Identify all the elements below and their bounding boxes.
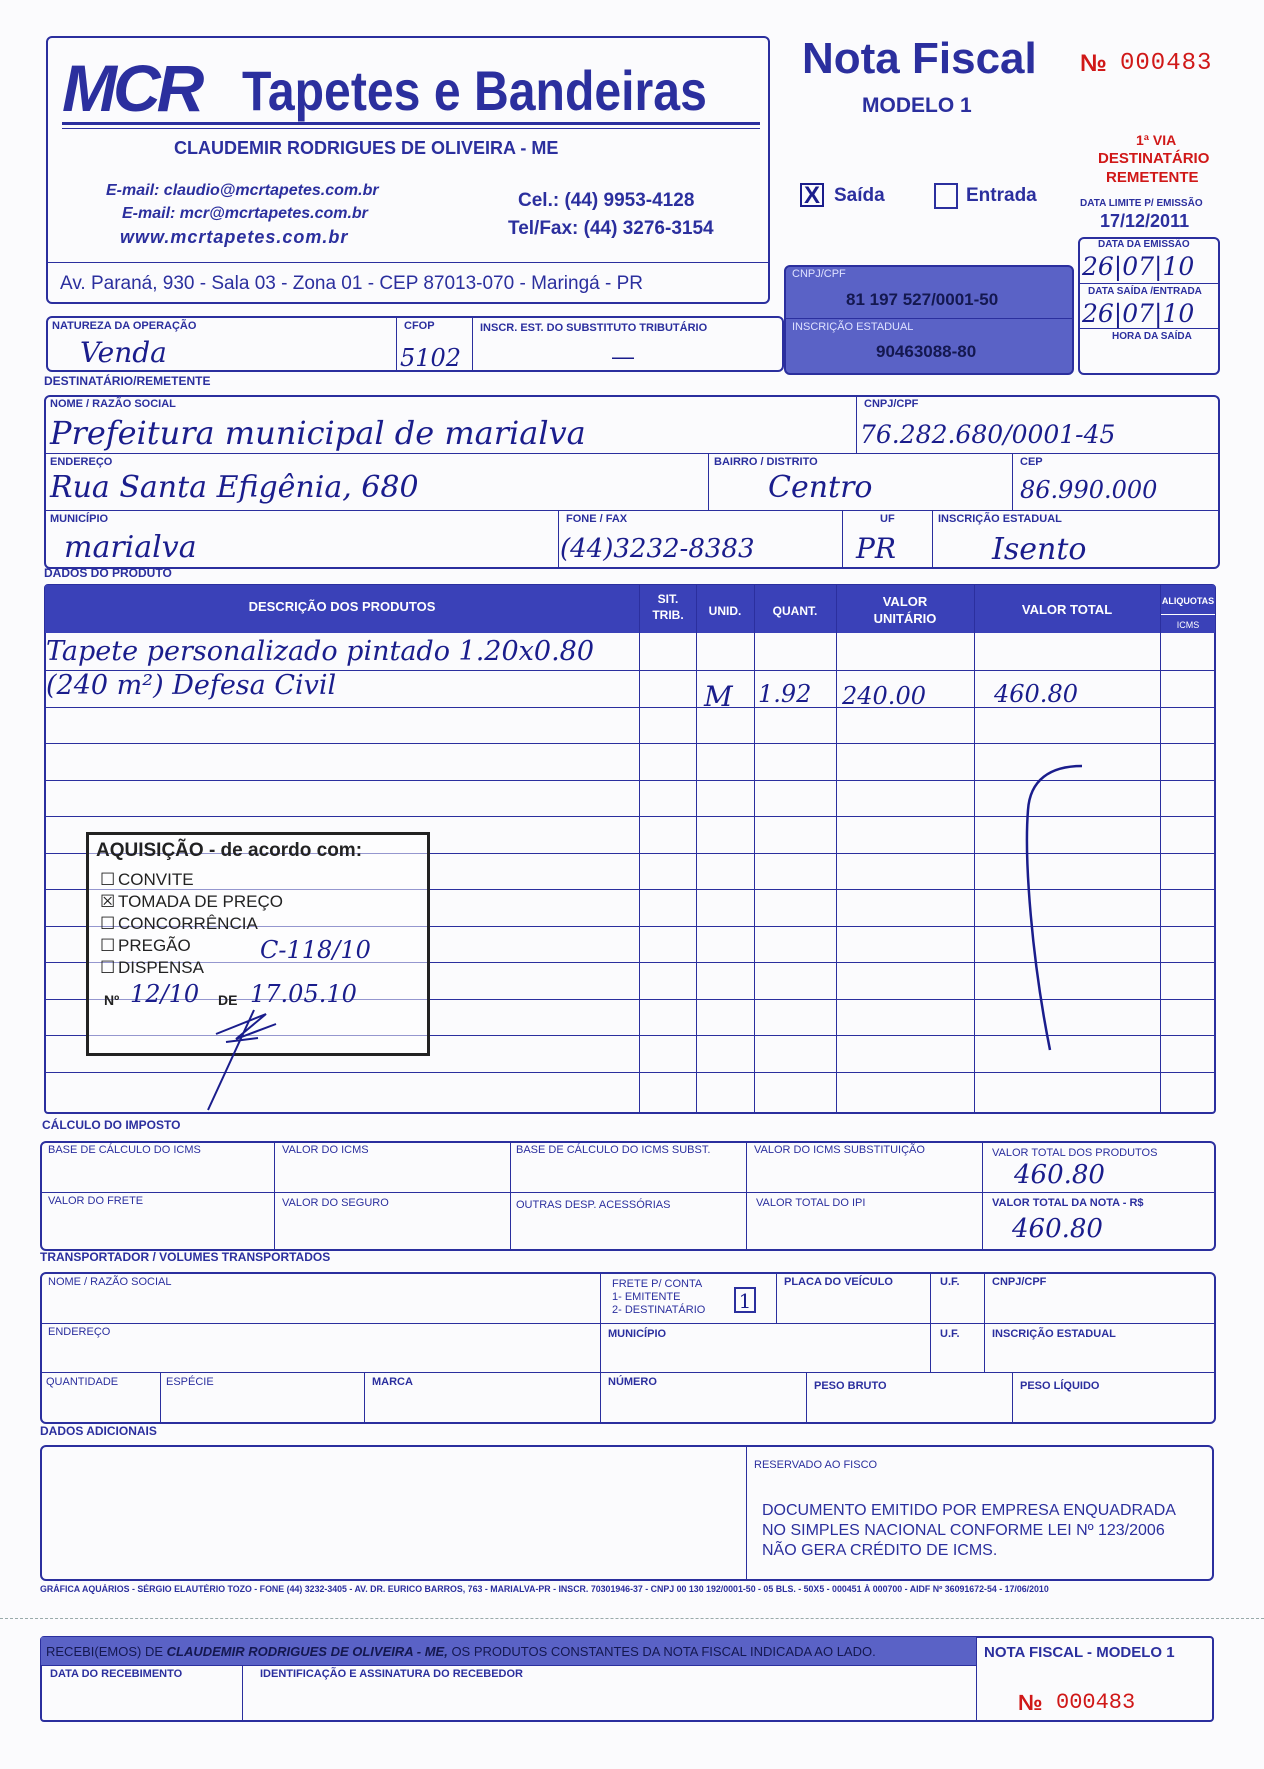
simples-notice-2: NO SIMPLES NACIONAL CONFORME LEI Nº 123/2006	[762, 1522, 1165, 1539]
data-saida-label: DATA SAÍDA /ENTRADA	[1088, 286, 1202, 297]
imposto-section-title: CÁLCULO DO IMPOSTO	[42, 1118, 181, 1132]
total-produtos-value: 460.80	[1014, 1160, 1105, 1190]
col-sit-header-2: TRIB.	[652, 608, 684, 622]
cnpj-label: CNPJ/CPF	[792, 268, 846, 280]
canhoto-text-c: OS PRODUTOS CONSTANTES DA NOTA FISCAL INDICADA AO LADO.	[447, 1644, 876, 1659]
produtos-section-title: DADOS DO PRODUTO	[44, 566, 172, 580]
dest-municipio-label: MUNICÍPIO	[50, 513, 109, 525]
dest-endereco-value: Rua Santa Efigênia, 680	[50, 470, 419, 505]
grafica-footer: GRÁFICA AQUÁRIOS - SÉRGIO ELAUTÉRIO TOZO - FONE (44) 3232-3405 - AV. DR. EURICO BARROS, 763 - MARIALVA-PR - INSCR. 70301946-37 - CNPJ 00 130 192/0001-50 - 05 BLS. - 50X5 - 000451 À 000700 - AIDF Nº 36091672-54 - 17/06/2010	[40, 1584, 1049, 1594]
col-quant-header: QUANT.	[772, 604, 818, 618]
transp-ie-label: INSCRIÇÃO ESTADUAL	[992, 1328, 1116, 1340]
simples-notice-1: DOCUMENTO EMITIDO POR EMPRESA ENQUADRADA	[762, 1502, 1176, 1519]
col-aliq-header-2: ICMS	[1176, 620, 1200, 630]
data-saida-value: 26|07|10	[1082, 299, 1195, 328]
col-line-sit	[639, 585, 640, 1113]
via-label: 1ª VIA	[1136, 132, 1177, 148]
transp-vline-d	[984, 1273, 985, 1372]
adicionais-section-title: DADOS ADICIONAIS	[40, 1424, 157, 1438]
frete-label: VALOR DO FRETE	[48, 1195, 144, 1207]
company-logo: MCR	[62, 51, 201, 125]
transporte-section-title: TRANSPORTADOR / VOLUMES TRANSPORTADOS	[40, 1250, 331, 1264]
dest-hline-1	[45, 453, 1219, 454]
adicionais-vline	[746, 1446, 747, 1580]
ie-label: INSCRIÇÃO ESTADUAL	[792, 321, 914, 333]
imposto-vline-4	[982, 1142, 983, 1250]
dest-cep-value: 86.990.000	[1020, 476, 1158, 504]
nf-model: MODELO 1	[862, 94, 972, 117]
total-nota-label: VALOR TOTAL DA NOTA - R$	[992, 1197, 1144, 1209]
dest-uf-value: PR	[856, 532, 896, 565]
placa-label: PLACA DO VEÍCULO	[784, 1276, 893, 1288]
natureza-label: NATUREZA DA OPERAÇÃO	[52, 320, 197, 332]
dest-endereco-label: ENDEREÇO	[50, 456, 113, 468]
canhoto-text-b: CLAUDEMIR RODRIGUES DE OLIVEIRA - ME,	[166, 1644, 448, 1659]
saida-checkbox[interactable]: X	[800, 183, 824, 207]
valor-icms-label: VALOR DO ICMS	[282, 1144, 369, 1156]
cfop-label: CFOP	[404, 320, 435, 332]
peso-liquido-label: PESO LÍQUIDO	[1020, 1380, 1100, 1392]
marca-label: MARCA	[372, 1376, 413, 1388]
dest-vline-ie	[932, 511, 933, 568]
stamp-opt2: TOMADA DE PREÇO	[118, 892, 283, 911]
product-line-1: Tapete personalizado pintado 1.20x0.80	[46, 636, 595, 667]
company-name: Tapetes e Bandeiras	[242, 59, 707, 122]
canhoto-hline	[41, 1665, 977, 1666]
cnpj-value: 81 197 527/0001-50	[846, 290, 999, 309]
logo-underline	[62, 122, 760, 125]
frete-conta-label-3: 2- DESTINATÁRIO	[612, 1304, 706, 1316]
nf-title: Nota Fiscal	[802, 34, 1037, 83]
transp-endereco-label: ENDEREÇO	[48, 1326, 111, 1338]
stamp-n-label: Nº	[104, 992, 120, 1008]
canhoto-text-a: RECEBI(EMOS) DE	[46, 1644, 167, 1659]
operacao-vline-1	[396, 317, 397, 371]
stamp-date: 17.05.10	[250, 980, 357, 1008]
col-line-vu	[836, 585, 837, 1113]
dest-fone-label: FONE / FAX	[566, 513, 628, 525]
identificacao-label: IDENTIFICAÇÃO E ASSINATURA DO RECEBEDOR	[260, 1668, 523, 1680]
entrada-checkbox[interactable]	[934, 183, 958, 209]
dest-vline-uf	[842, 511, 843, 568]
col-vu-header-1: VALOR	[882, 594, 928, 609]
col-line-quant	[754, 585, 755, 1113]
product-line-2: (240 m²) Defesa Civil	[46, 670, 337, 701]
reservado-fisco-label: RESERVADO AO FISCO	[754, 1459, 878, 1471]
stamp-ref: C-118/10	[260, 936, 371, 964]
transp-municipio-label: MUNICÍPIO	[608, 1328, 667, 1340]
numero-label: NÚMERO	[608, 1376, 657, 1388]
company-email-2: E-mail: mcr@mcrtapetes.com.br	[122, 205, 368, 222]
transp-vline-b	[776, 1273, 777, 1323]
transp-vline-g	[806, 1373, 807, 1423]
data-limite-label: DATA LIMITE P/ EMISSÃO	[1080, 198, 1203, 209]
transp-uf-label: U.F.	[940, 1276, 960, 1288]
dates-divider-1	[1079, 283, 1219, 284]
company-cel: Cel.: (44) 9953-4128	[518, 190, 695, 211]
canhoto-number: 000483	[1056, 1690, 1136, 1715]
imposto-vline-2	[510, 1142, 511, 1250]
subst-value: —	[612, 344, 634, 369]
stamp-opt1-box: ☐	[100, 870, 116, 889]
dest-municipio-value: marialva	[64, 530, 197, 565]
valor-subst-label: VALOR DO ICMS SUBSTITUIÇÃO	[754, 1144, 925, 1156]
dest-cnpj-label: CNPJ/CPF	[864, 398, 919, 410]
stamp-opt2-box: ☒	[100, 892, 116, 911]
cfop-value: 5102	[400, 344, 462, 372]
destinatario-section-title: DESTINATÁRIO/REMETENTE	[44, 374, 211, 388]
ie-value: 90463088-80	[876, 342, 977, 361]
dest-bairro-value: Centro	[768, 470, 873, 505]
stamp-de-label: DE	[218, 992, 238, 1008]
frete-conta-label-2: 1- EMITENTE	[612, 1291, 681, 1303]
base-icms-label: BASE DE CÁLCULO DO ICMS	[48, 1144, 201, 1156]
hora-saida-label: HORA DA SAÍDA	[1112, 331, 1192, 342]
dest-hline-2	[45, 510, 1219, 511]
company-telfax: Tel/Fax: (44) 3276-3154	[508, 218, 714, 239]
stamp-signature	[196, 994, 296, 1114]
col-line-vt	[974, 585, 975, 1113]
nf-number-symbol: №	[1080, 50, 1107, 77]
canhoto-nf-modelo: NOTA FISCAL - MODELO 1	[984, 1644, 1175, 1661]
col-line-aliq	[1160, 585, 1161, 1113]
product-quant: 1.92	[758, 680, 812, 708]
dest-ie-value: Isento	[992, 532, 1087, 567]
peso-bruto-label: PESO BRUTO	[814, 1380, 887, 1392]
stamp-title: AQUISIÇÃO - de acordo com:	[96, 840, 363, 861]
stamp-n-value: 12/10	[130, 980, 200, 1008]
stamp-opt3-box: ☐	[100, 914, 116, 933]
transp-hline-2	[41, 1372, 1215, 1373]
address-divider	[47, 262, 769, 263]
stamp-opt5-box: ☐	[100, 958, 116, 977]
data-emissao-value: 26|07|10	[1082, 252, 1195, 281]
product-valor-total: 460.80	[994, 680, 1078, 708]
stamp-opt5: DISPENSA	[118, 958, 204, 977]
saida-label: Saída	[834, 185, 885, 206]
quantidade-label: QUANTIDADE	[46, 1376, 119, 1388]
transp-uf2-label: U.F.	[940, 1328, 960, 1340]
transp-vline-c	[930, 1273, 931, 1372]
company-website: www.mcrtapetes.com.br	[120, 227, 349, 247]
product-unid: M	[704, 680, 733, 713]
total-produtos-label: VALOR TOTAL DOS PRODUTOS	[992, 1147, 1158, 1159]
cnpj-ie-divider	[785, 318, 1073, 319]
closing-stroke	[1010, 760, 1110, 1060]
col-vt-header: VALOR TOTAL	[1021, 602, 1113, 617]
aliq-header-divider	[1160, 614, 1215, 615]
base-subst-label: BASE DE CÁLCULO DO ICMS SUBST.	[516, 1144, 711, 1156]
transp-vline-f	[364, 1373, 365, 1423]
data-limite-value: 17/12/2011	[1100, 211, 1190, 231]
via-destinatario: DESTINATÁRIO	[1098, 150, 1210, 167]
company-email-1: E-mail: claudio@mcrtapetes.com.br	[106, 182, 379, 199]
seguro-label: VALOR DO SEGURO	[282, 1197, 389, 1209]
col-aliq-header-1: ALIQUOTAS	[1161, 596, 1215, 606]
data-recebimento-label: DATA DO RECEBIMENTO	[50, 1668, 183, 1680]
canhoto-text	[46, 1644, 876, 1659]
col-vu-header-2: UNITÁRIO	[873, 611, 937, 626]
transp-hline-1	[41, 1323, 1215, 1324]
dest-vline-bairro	[708, 454, 709, 510]
dates-divider-2	[1079, 328, 1219, 329]
canhoto-vline-1	[242, 1665, 243, 1721]
dest-cep-label: CEP	[1020, 456, 1043, 468]
dest-cnpj-value: 76.282.680/0001-45	[860, 420, 1116, 449]
especie-label: ESPÉCIE	[166, 1376, 214, 1388]
stamp-opt3: CONCORRÊNCIA	[118, 914, 258, 933]
product-valor-unit: 240.00	[842, 682, 926, 710]
outras-label: OUTRAS DESP. ACESSÓRIAS	[516, 1199, 671, 1211]
natureza-value: Venda	[80, 336, 167, 369]
dest-uf-label: UF	[880, 513, 895, 525]
imposto-hline	[41, 1192, 1215, 1193]
stamp-opt4: PREGÃO	[118, 936, 191, 955]
canhoto-number-symbol: №	[1018, 1690, 1043, 1715]
dest-ie-label: INSCRIÇÃO ESTADUAL	[938, 513, 1062, 525]
via-remetente: REMETENTE	[1106, 169, 1199, 186]
col-desc-header: DESCRIÇÃO DOS PRODUTOS	[248, 599, 436, 614]
operacao-vline-2	[472, 317, 473, 371]
dest-vline-cnpj	[856, 396, 857, 454]
dest-fone-value: (44)3232-8383	[560, 534, 755, 564]
stamp-opt1: CONVITE	[118, 870, 194, 889]
stamp-opt4-box: ☐	[100, 936, 116, 955]
data-emissao-label: DATA DA EMISSÃO	[1098, 239, 1190, 250]
dest-vline-cep	[1012, 454, 1013, 510]
imposto-vline-1	[274, 1142, 275, 1250]
subst-label: INSCR. EST. DO SUBSTITUTO TRIBUTÁRIO	[480, 322, 708, 334]
entrada-label: Entrada	[966, 185, 1037, 206]
transp-vline-h	[1012, 1373, 1013, 1423]
col-unid-header: UNID.	[708, 604, 742, 618]
transp-vline-e	[160, 1373, 161, 1423]
total-nota-value: 460.80	[1012, 1214, 1103, 1244]
col-line-unid	[696, 585, 697, 1113]
dest-nome-value: Prefeitura municipal de marialva	[50, 414, 586, 452]
frete-conta-box[interactable]: 1	[734, 1287, 756, 1313]
row-line	[45, 743, 1215, 744]
nf-number: 000483	[1120, 50, 1213, 77]
logo-underline-2	[62, 128, 760, 129]
company-owner: CLAUDEMIR RODRIGUES DE OLIVEIRA - ME	[174, 138, 559, 158]
company-address: Av. Paraná, 930 - Sala 03 - Zona 01 - CEP 87013-070 - Maringá - PR	[60, 273, 643, 294]
ipi-label: VALOR TOTAL DO IPI	[756, 1197, 866, 1209]
transp-vline-a	[600, 1273, 601, 1423]
transp-cnpj-label: CNPJ/CPF	[992, 1276, 1047, 1288]
dest-vline-fone	[558, 511, 559, 568]
dest-bairro-label: BAIRRO / DISTRITO	[714, 456, 818, 468]
frete-conta-label-1: FRETE P/ CONTA	[612, 1278, 703, 1290]
perforation-line	[0, 1618, 1264, 1619]
imposto-vline-3	[746, 1142, 747, 1250]
canhoto-vline-2	[976, 1637, 977, 1721]
col-sit-header-1: SIT.	[657, 592, 679, 606]
simples-notice-3: NÃO GERA CRÉDITO DE ICMS.	[762, 1542, 998, 1559]
transp-nome-label: NOME / RAZÃO SOCIAL	[48, 1276, 172, 1288]
dest-nome-label: NOME / RAZÃO SOCIAL	[50, 398, 176, 410]
